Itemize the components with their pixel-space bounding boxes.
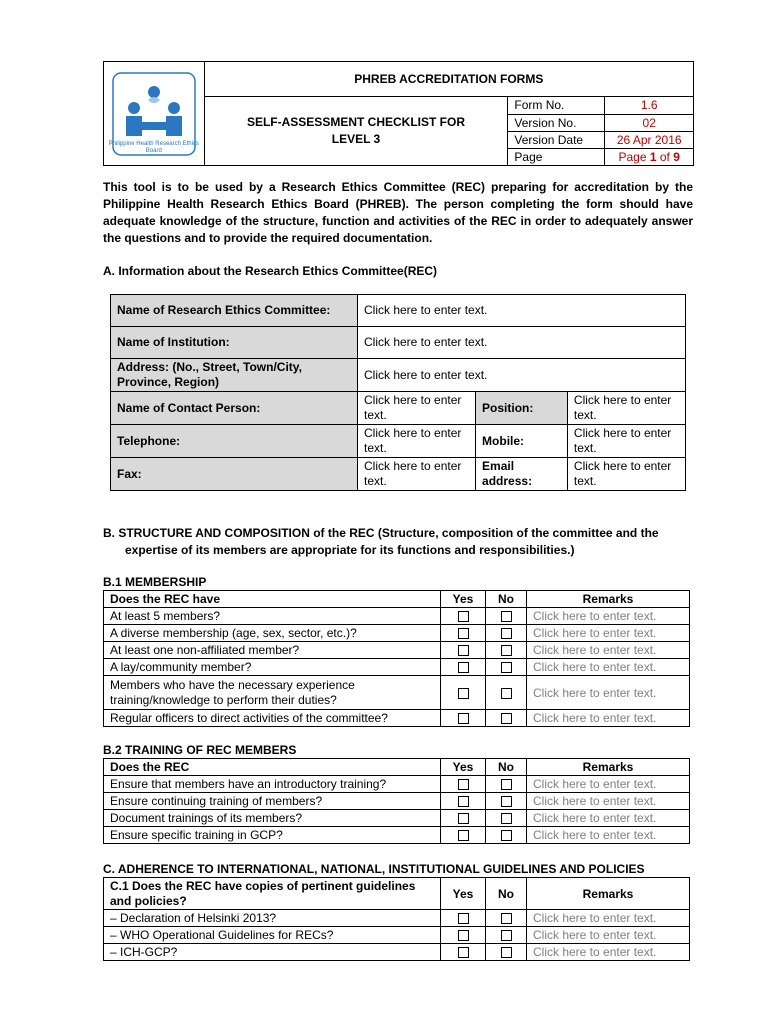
yes-checkbox[interactable] — [441, 944, 486, 961]
table-row — [104, 944, 690, 961]
table-row — [104, 659, 690, 676]
checklist-question-header: Does the REC — [104, 759, 441, 776]
yes-checkbox[interactable] — [441, 625, 486, 642]
table-row — [104, 827, 690, 844]
remarks-field[interactable]: Click here to enter text. — [527, 625, 690, 642]
remarks-field[interactable]: Click here to enter text. — [527, 827, 690, 844]
remarks-field[interactable]: Click here to enter text. — [527, 810, 690, 827]
no-column-header: No — [486, 759, 527, 776]
form-subtitle: SELF-ASSESSMENT CHECKLIST FOR LEVEL 3 — [204, 97, 508, 166]
form-meta — [508, 97, 694, 166]
table-row — [104, 810, 690, 827]
yes-checkbox[interactable] — [441, 608, 486, 625]
remarks-field[interactable]: Click here to enter text. — [527, 676, 690, 710]
email-label: Email address: — [476, 458, 568, 491]
checklist-question: Ensure that members have an introductory training? — [104, 776, 441, 793]
table-row — [104, 793, 690, 810]
intro-paragraph: This tool is to be used by a Research Ethics Committee (REC) preparing for accreditation by the Philippine Health Research Ethics Board (PHREB). The person completing the form should have adequate knowledge of the structure, function and activities of the REC in order to adequately answer the questions and to provide the required documentation. — [103, 180, 693, 245]
no-checkbox[interactable] — [486, 676, 527, 710]
checklist-question: Document trainings of its members? — [104, 810, 441, 827]
form-title: PHREB ACCREDITATION FORMS — [204, 62, 693, 97]
checklist-question: – WHO Operational Guidelines for RECs? — [104, 927, 441, 944]
no-checkbox[interactable] — [486, 944, 527, 961]
rec-info-table — [110, 294, 686, 491]
table-row — [104, 608, 690, 625]
no-checkbox[interactable] — [486, 910, 527, 927]
fax-field[interactable]: Click here to enter text. — [358, 458, 476, 491]
no-checkbox[interactable] — [486, 625, 527, 642]
version-date-label: Version Date — [508, 131, 605, 148]
no-checkbox[interactable] — [486, 793, 527, 810]
rec-name-field[interactable]: Click here to enter text. — [358, 295, 686, 327]
remarks-field[interactable]: Click here to enter text. — [527, 793, 690, 810]
table-row — [104, 710, 690, 727]
section-c-title: C. ADHERENCE TO INTERNATIONAL, NATIONAL, INSTITUTIONAL GUIDELINES AND POLICIES — [103, 862, 645, 876]
no-checkbox[interactable] — [486, 642, 527, 659]
checklist-question: Members who have the necessary experience training/knowledge to perform their duties? — [104, 676, 441, 710]
form-header — [103, 61, 694, 166]
b1-table — [103, 590, 690, 727]
c1-table — [103, 877, 690, 961]
version-no: 02 — [605, 114, 693, 131]
position-label: Position: — [476, 392, 568, 425]
yes-checkbox[interactable] — [441, 676, 486, 710]
checklist-question: At least 5 members? — [104, 608, 441, 625]
checklist-question: A lay/community member? — [104, 659, 441, 676]
remarks-column-header: Remarks — [527, 759, 690, 776]
yes-checkbox[interactable] — [441, 793, 486, 810]
remarks-field[interactable]: Click here to enter text. — [527, 608, 690, 625]
remarks-field[interactable]: Click here to enter text. — [527, 927, 690, 944]
b2-title: B.2 TRAINING OF REC MEMBERS — [103, 743, 297, 757]
table-row — [104, 927, 690, 944]
yes-checkbox[interactable] — [441, 659, 486, 676]
form-no: 1.6 — [605, 97, 693, 114]
mobile-label: Mobile: — [476, 425, 568, 458]
checklist-question: Ensure specific training in GCP? — [104, 827, 441, 844]
remarks-field[interactable]: Click here to enter text. — [527, 776, 690, 793]
logo-caption: Philippine Health Research Ethics Board — [108, 141, 199, 154]
b1-title: B.1 MEMBERSHIP — [103, 575, 207, 589]
table-row — [104, 625, 690, 642]
version-date: 26 Apr 2016 — [605, 131, 693, 148]
yes-checkbox[interactable] — [441, 927, 486, 944]
position-field[interactable]: Click here to enter text. — [567, 392, 685, 425]
institution-label: Name of Institution: — [111, 327, 358, 359]
yes-column-header: Yes — [441, 878, 486, 910]
yes-checkbox[interactable] — [441, 710, 486, 727]
section-a-title: A. Information about the Research Ethics Committee(REC) — [103, 264, 438, 278]
checklist-question: – Declaration of Helsinki 2013? — [104, 910, 441, 927]
no-checkbox[interactable] — [486, 776, 527, 793]
address-label: Address: (No., Street, Town/City, Province, Region) — [111, 359, 358, 392]
no-checkbox[interactable] — [486, 608, 527, 625]
contact-label: Name of Contact Person: — [111, 392, 358, 425]
yes-checkbox[interactable] — [441, 810, 486, 827]
section-b-title: B. STRUCTURE AND COMPOSITION of the REC (Structure, composition of the committee and the expertise of its members are appropriate for its functions and responsibilities.) — [103, 526, 659, 557]
version-label: Version No. — [508, 114, 605, 131]
no-column-header: No — [486, 591, 527, 608]
yes-checkbox[interactable] — [441, 910, 486, 927]
table-row — [104, 910, 690, 927]
yes-column-header: Yes — [441, 759, 486, 776]
remarks-field[interactable]: Click here to enter text. — [527, 659, 690, 676]
no-checkbox[interactable] — [486, 927, 527, 944]
page-label: Page — [508, 148, 605, 165]
institution-field[interactable]: Click here to enter text. — [358, 327, 686, 359]
email-field[interactable]: Click here to enter text. — [567, 458, 685, 491]
table-row — [104, 642, 690, 659]
checklist-question: – ICH-GCP? — [104, 944, 441, 961]
checklist-question-header: Does the REC have — [104, 591, 441, 608]
contact-field[interactable]: Click here to enter text. — [358, 392, 476, 425]
checklist-question-header: C.1 Does the REC have copies of pertinent guidelines and policies? — [104, 878, 441, 910]
logo-cell — [104, 62, 205, 166]
mobile-field[interactable]: Click here to enter text. — [567, 425, 685, 458]
page-number: Page 1 of 9 — [618, 149, 680, 164]
remarks-column-header: Remarks — [527, 591, 690, 608]
checklist-question: Regular officers to direct activities of the committee? — [104, 710, 441, 727]
remarks-field[interactable]: Click here to enter text. — [527, 944, 690, 961]
fax-label: Fax: — [111, 458, 358, 491]
b2-table — [103, 758, 690, 844]
form-no-label: Form No. — [508, 97, 605, 114]
yes-checkbox[interactable] — [441, 827, 486, 844]
checklist-question: Ensure continuing training of members? — [104, 793, 441, 810]
yes-column-header: Yes — [441, 591, 486, 608]
remarks-field[interactable]: Click here to enter text. — [527, 710, 690, 727]
no-checkbox[interactable] — [486, 710, 527, 727]
remarks-field[interactable]: Click here to enter text. — [527, 910, 690, 927]
no-column-header: No — [486, 878, 527, 910]
checklist-question: A diverse membership (age, sex, sector, etc.)? — [104, 625, 441, 642]
no-checkbox[interactable] — [486, 810, 527, 827]
no-checkbox[interactable] — [486, 659, 527, 676]
telephone-field[interactable]: Click here to enter text. — [358, 425, 476, 458]
checklist-question: At least one non-affiliated member? — [104, 642, 441, 659]
table-row — [104, 776, 690, 793]
address-field[interactable]: Click here to enter text. — [358, 359, 686, 392]
no-checkbox[interactable] — [486, 827, 527, 844]
rec-name-label: Name of Research Ethics Committee: — [111, 295, 358, 327]
remarks-column-header: Remarks — [527, 878, 690, 910]
table-row — [104, 676, 690, 710]
yes-checkbox[interactable] — [441, 776, 486, 793]
remarks-field[interactable]: Click here to enter text. — [527, 642, 690, 659]
yes-checkbox[interactable] — [441, 642, 486, 659]
telephone-label: Telephone: — [111, 425, 358, 458]
